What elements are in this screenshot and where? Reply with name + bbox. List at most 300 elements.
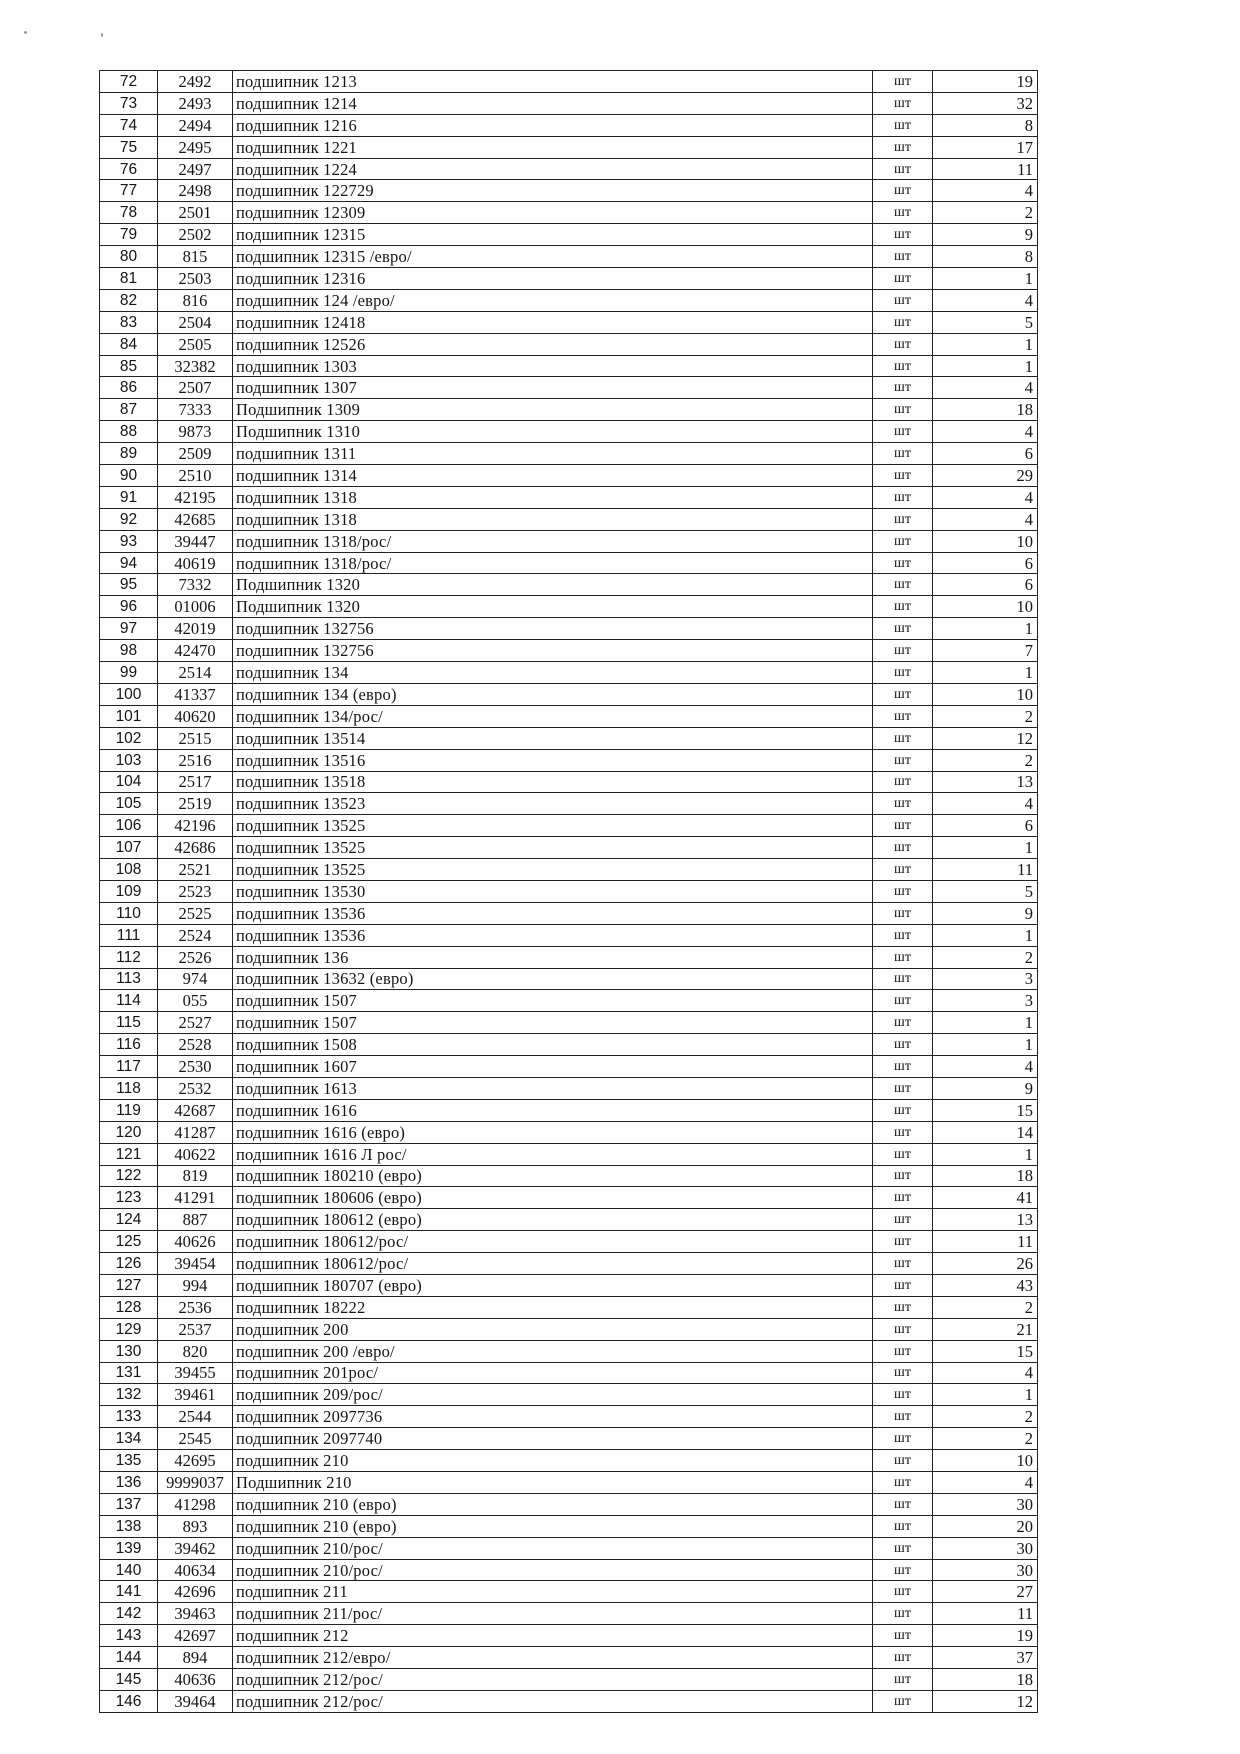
item-name: Подшипник 210 <box>233 1472 873 1494</box>
row-number: 139 <box>100 1537 158 1559</box>
table-row <box>100 837 1038 859</box>
unit-of-measure: шт <box>873 880 933 902</box>
quantity: 6 <box>933 552 1038 574</box>
item-code: 39461 <box>158 1384 233 1406</box>
table-row <box>100 1296 1038 1318</box>
row-number: 136 <box>100 1472 158 1494</box>
row-number: 117 <box>100 1056 158 1078</box>
item-name: подшипник 13514 <box>233 727 873 749</box>
item-code: 819 <box>158 1165 233 1187</box>
item-code: 42686 <box>158 837 233 859</box>
table-row <box>100 1143 1038 1165</box>
item-code: 2495 <box>158 136 233 158</box>
item-code: 39455 <box>158 1362 233 1384</box>
table-row <box>100 1537 1038 1559</box>
row-number: 77 <box>100 180 158 202</box>
item-code: 2505 <box>158 333 233 355</box>
quantity: 19 <box>933 1625 1038 1647</box>
quantity: 19 <box>933 71 1038 93</box>
table-row <box>100 1493 1038 1515</box>
row-number: 74 <box>100 114 158 136</box>
table-row <box>100 727 1038 749</box>
item-name: подшипник 1607 <box>233 1056 873 1078</box>
item-name: подшипник 212/рос/ <box>233 1690 873 1712</box>
table-row <box>100 618 1038 640</box>
row-number: 98 <box>100 640 158 662</box>
table-row <box>100 1647 1038 1669</box>
unit-of-measure: шт <box>873 946 933 968</box>
quantity: 10 <box>933 1450 1038 1472</box>
row-number: 72 <box>100 71 158 93</box>
table-row <box>100 158 1038 180</box>
table-row <box>100 1690 1038 1712</box>
quantity: 15 <box>933 1099 1038 1121</box>
unit-of-measure: шт <box>873 618 933 640</box>
row-number: 109 <box>100 880 158 902</box>
item-code: 2536 <box>158 1296 233 1318</box>
unit-of-measure: шт <box>873 114 933 136</box>
item-code: 887 <box>158 1209 233 1231</box>
row-number: 94 <box>100 552 158 574</box>
quantity: 1 <box>933 837 1038 859</box>
item-code: 41291 <box>158 1187 233 1209</box>
quantity: 1 <box>933 333 1038 355</box>
item-name: подшипник 1311 <box>233 443 873 465</box>
item-code: 41298 <box>158 1493 233 1515</box>
item-name: подшипник 122729 <box>233 180 873 202</box>
quantity: 2 <box>933 202 1038 224</box>
row-number: 84 <box>100 333 158 355</box>
item-code: 40622 <box>158 1143 233 1165</box>
quantity: 14 <box>933 1121 1038 1143</box>
item-name: подшипник 210/рос/ <box>233 1559 873 1581</box>
item-name: подшипник 13530 <box>233 880 873 902</box>
quantity: 30 <box>933 1559 1038 1581</box>
row-number: 110 <box>100 902 158 924</box>
item-name: подшипник 13518 <box>233 771 873 793</box>
item-name: подшипник 1213 <box>233 71 873 93</box>
row-number: 111 <box>100 924 158 946</box>
quantity: 1 <box>933 1034 1038 1056</box>
unit-of-measure: шт <box>873 224 933 246</box>
row-number: 97 <box>100 618 158 640</box>
row-number: 75 <box>100 136 158 158</box>
row-number: 81 <box>100 268 158 290</box>
unit-of-measure: шт <box>873 793 933 815</box>
quantity: 10 <box>933 596 1038 618</box>
quantity: 4 <box>933 289 1038 311</box>
item-name: Подшипник 1309 <box>233 399 873 421</box>
item-name: подшипник 134 <box>233 662 873 684</box>
item-name: подшипник 1224 <box>233 158 873 180</box>
item-code: 42195 <box>158 486 233 508</box>
table-row <box>100 180 1038 202</box>
table-row <box>100 640 1038 662</box>
item-name: подшипник 1314 <box>233 465 873 487</box>
unit-of-measure: шт <box>873 596 933 618</box>
quantity: 18 <box>933 1669 1038 1691</box>
unit-of-measure: шт <box>873 1077 933 1099</box>
item-code: 2525 <box>158 902 233 924</box>
item-name: подшипник 12309 <box>233 202 873 224</box>
unit-of-measure: шт <box>873 1406 933 1428</box>
item-code: 39447 <box>158 530 233 552</box>
unit-of-measure: шт <box>873 268 933 290</box>
quantity: 37 <box>933 1647 1038 1669</box>
item-code: 2504 <box>158 311 233 333</box>
unit-of-measure: шт <box>873 771 933 793</box>
row-number: 128 <box>100 1296 158 1318</box>
item-name: подшипник 18222 <box>233 1296 873 1318</box>
row-number: 134 <box>100 1428 158 1450</box>
item-name: подшипник 1307 <box>233 377 873 399</box>
unit-of-measure: шт <box>873 924 933 946</box>
unit-of-measure: шт <box>873 1428 933 1450</box>
item-name: подшипник 1318 <box>233 486 873 508</box>
unit-of-measure: шт <box>873 1340 933 1362</box>
unit-of-measure: шт <box>873 508 933 530</box>
quantity: 4 <box>933 793 1038 815</box>
table-row <box>100 771 1038 793</box>
unit-of-measure: шт <box>873 1384 933 1406</box>
item-name: подшипник 124 /евро/ <box>233 289 873 311</box>
table-row <box>100 530 1038 552</box>
unit-of-measure: шт <box>873 246 933 268</box>
table-row <box>100 1012 1038 1034</box>
row-number: 85 <box>100 355 158 377</box>
unit-of-measure: шт <box>873 1515 933 1537</box>
item-name: подшипник 13536 <box>233 902 873 924</box>
item-name: подшипник 13525 <box>233 837 873 859</box>
quantity: 30 <box>933 1537 1038 1559</box>
item-code: 39454 <box>158 1253 233 1275</box>
item-code: 2527 <box>158 1012 233 1034</box>
row-number: 73 <box>100 92 158 114</box>
quantity: 20 <box>933 1515 1038 1537</box>
row-number: 95 <box>100 574 158 596</box>
quantity: 2 <box>933 1296 1038 1318</box>
unit-of-measure: шт <box>873 1296 933 1318</box>
table-row <box>100 508 1038 530</box>
item-name: подшипник 211 <box>233 1581 873 1603</box>
row-number: 144 <box>100 1647 158 1669</box>
unit-of-measure: шт <box>873 1493 933 1515</box>
unit-of-measure: шт <box>873 705 933 727</box>
table-row <box>100 224 1038 246</box>
table-row <box>100 924 1038 946</box>
row-number: 126 <box>100 1253 158 1275</box>
table-row <box>100 1428 1038 1450</box>
quantity: 10 <box>933 683 1038 705</box>
item-code: 820 <box>158 1340 233 1362</box>
item-name: подшипник 200 <box>233 1318 873 1340</box>
item-code: 42697 <box>158 1625 233 1647</box>
item-code: 7332 <box>158 574 233 596</box>
quantity: 18 <box>933 1165 1038 1187</box>
quantity: 13 <box>933 1209 1038 1231</box>
row-number: 114 <box>100 990 158 1012</box>
item-name: подшипник 136 <box>233 946 873 968</box>
quantity: 11 <box>933 1231 1038 1253</box>
item-code: 2501 <box>158 202 233 224</box>
item-name: подшипник 1318 <box>233 508 873 530</box>
row-number: 82 <box>100 289 158 311</box>
quantity: 12 <box>933 727 1038 749</box>
quantity: 3 <box>933 968 1038 990</box>
row-number: 100 <box>100 683 158 705</box>
item-name: подшипник 180612 (евро) <box>233 1209 873 1231</box>
table-row <box>100 1209 1038 1231</box>
quantity: 43 <box>933 1274 1038 1296</box>
item-name: подшипник 212/рос/ <box>233 1669 873 1691</box>
item-code: 42470 <box>158 640 233 662</box>
item-name: подшипник 201рос/ <box>233 1362 873 1384</box>
table-row <box>100 990 1038 1012</box>
table-row <box>100 443 1038 465</box>
item-code: 40634 <box>158 1559 233 1581</box>
unit-of-measure: шт <box>873 289 933 311</box>
item-code: 42696 <box>158 1581 233 1603</box>
quantity: 5 <box>933 311 1038 333</box>
item-code: 2509 <box>158 443 233 465</box>
row-number: 121 <box>100 1143 158 1165</box>
item-name: подшипник 210/рос/ <box>233 1537 873 1559</box>
unit-of-measure: шт <box>873 815 933 837</box>
unit-of-measure: шт <box>873 902 933 924</box>
quantity: 17 <box>933 136 1038 158</box>
item-name: подшипник 13523 <box>233 793 873 815</box>
row-number: 140 <box>100 1559 158 1581</box>
table-row <box>100 1099 1038 1121</box>
item-code: 40620 <box>158 705 233 727</box>
table-row <box>100 552 1038 574</box>
row-number: 146 <box>100 1690 158 1712</box>
row-number: 112 <box>100 946 158 968</box>
item-code: 816 <box>158 289 233 311</box>
unit-of-measure: шт <box>873 1143 933 1165</box>
table-row <box>100 1318 1038 1340</box>
table-row <box>100 1165 1038 1187</box>
item-code: 42687 <box>158 1099 233 1121</box>
item-code: 2516 <box>158 749 233 771</box>
table-row <box>100 1034 1038 1056</box>
row-number: 105 <box>100 793 158 815</box>
table-row <box>100 574 1038 596</box>
item-code: 39464 <box>158 1690 233 1712</box>
item-name: подшипник 12316 <box>233 268 873 290</box>
unit-of-measure: шт <box>873 1231 933 1253</box>
item-code: 41287 <box>158 1121 233 1143</box>
quantity: 1 <box>933 355 1038 377</box>
item-name: подшипник 1613 <box>233 1077 873 1099</box>
table-row <box>100 311 1038 333</box>
row-number: 119 <box>100 1099 158 1121</box>
quantity: 4 <box>933 486 1038 508</box>
table-row <box>100 859 1038 881</box>
unit-of-measure: шт <box>873 443 933 465</box>
unit-of-measure: шт <box>873 465 933 487</box>
item-code: 2517 <box>158 771 233 793</box>
row-number: 89 <box>100 443 158 465</box>
item-code: 2537 <box>158 1318 233 1340</box>
item-code: 2494 <box>158 114 233 136</box>
item-name: Подшипник 1310 <box>233 421 873 443</box>
item-code: 2528 <box>158 1034 233 1056</box>
item-code: 974 <box>158 968 233 990</box>
item-code: 2523 <box>158 880 233 902</box>
row-number: 108 <box>100 859 158 881</box>
row-number: 91 <box>100 486 158 508</box>
row-number: 116 <box>100 1034 158 1056</box>
scan-speck <box>24 31 27 34</box>
table-row <box>100 333 1038 355</box>
quantity: 2 <box>933 705 1038 727</box>
item-code: 2510 <box>158 465 233 487</box>
quantity: 7 <box>933 640 1038 662</box>
row-number: 93 <box>100 530 158 552</box>
table-row <box>100 1406 1038 1428</box>
table-row <box>100 1187 1038 1209</box>
quantity: 1 <box>933 268 1038 290</box>
quantity: 4 <box>933 508 1038 530</box>
unit-of-measure: шт <box>873 486 933 508</box>
item-code: 42019 <box>158 618 233 640</box>
table-row <box>100 1056 1038 1078</box>
unit-of-measure: шт <box>873 1647 933 1669</box>
unit-of-measure: шт <box>873 136 933 158</box>
quantity: 10 <box>933 530 1038 552</box>
quantity: 8 <box>933 114 1038 136</box>
row-number: 120 <box>100 1121 158 1143</box>
item-code: 41337 <box>158 683 233 705</box>
unit-of-measure: шт <box>873 859 933 881</box>
item-code: 2515 <box>158 727 233 749</box>
unit-of-measure: шт <box>873 1187 933 1209</box>
row-number: 115 <box>100 1012 158 1034</box>
item-code: 2498 <box>158 180 233 202</box>
unit-of-measure: шт <box>873 399 933 421</box>
row-number: 102 <box>100 727 158 749</box>
item-name: подшипник 180612/рос/ <box>233 1253 873 1275</box>
table-row <box>100 1581 1038 1603</box>
item-code: 2514 <box>158 662 233 684</box>
unit-of-measure: шт <box>873 180 933 202</box>
quantity: 2 <box>933 1406 1038 1428</box>
item-name: подшипник 1221 <box>233 136 873 158</box>
unit-of-measure: шт <box>873 1669 933 1691</box>
table-row <box>100 1472 1038 1494</box>
row-number: 107 <box>100 837 158 859</box>
table-row <box>100 1625 1038 1647</box>
row-number: 123 <box>100 1187 158 1209</box>
table-row <box>100 1559 1038 1581</box>
unit-of-measure: шт <box>873 1034 933 1056</box>
row-number: 104 <box>100 771 158 793</box>
item-code: 9999037 <box>158 1472 233 1494</box>
unit-of-measure: шт <box>873 1099 933 1121</box>
quantity: 1 <box>933 924 1038 946</box>
table-row <box>100 486 1038 508</box>
unit-of-measure: шт <box>873 1581 933 1603</box>
item-code: 32382 <box>158 355 233 377</box>
item-code: 40619 <box>158 552 233 574</box>
row-number: 130 <box>100 1340 158 1362</box>
item-name: подшипник 180210 (евро) <box>233 1165 873 1187</box>
item-code: 2521 <box>158 859 233 881</box>
unit-of-measure: шт <box>873 71 933 93</box>
row-number: 138 <box>100 1515 158 1537</box>
inventory-table <box>99 70 1038 1713</box>
unit-of-measure: шт <box>873 1450 933 1472</box>
item-code: 42196 <box>158 815 233 837</box>
quantity: 30 <box>933 1493 1038 1515</box>
item-name: подшипник 1616 <box>233 1099 873 1121</box>
item-name: подшипник 12526 <box>233 333 873 355</box>
unit-of-measure: шт <box>873 1012 933 1034</box>
row-number: 79 <box>100 224 158 246</box>
table-row <box>100 880 1038 902</box>
quantity: 21 <box>933 1318 1038 1340</box>
item-name: подшипник 13525 <box>233 859 873 881</box>
item-name: подшипник 180707 (евро) <box>233 1274 873 1296</box>
table-row <box>100 1515 1038 1537</box>
quantity: 18 <box>933 399 1038 421</box>
table-row <box>100 1231 1038 1253</box>
quantity: 6 <box>933 815 1038 837</box>
item-name: подшипник 12418 <box>233 311 873 333</box>
table-row <box>100 377 1038 399</box>
quantity: 32 <box>933 92 1038 114</box>
row-number: 113 <box>100 968 158 990</box>
item-name: подшипник 1303 <box>233 355 873 377</box>
item-name: Подшипник 1320 <box>233 596 873 618</box>
item-name: подшипник 210 <box>233 1450 873 1472</box>
quantity: 6 <box>933 443 1038 465</box>
unit-of-measure: шт <box>873 683 933 705</box>
table-row <box>100 662 1038 684</box>
unit-of-measure: шт <box>873 1253 933 1275</box>
row-number: 129 <box>100 1318 158 1340</box>
row-number: 122 <box>100 1165 158 1187</box>
unit-of-measure: шт <box>873 421 933 443</box>
unit-of-measure: шт <box>873 727 933 749</box>
unit-of-measure: шт <box>873 377 933 399</box>
quantity: 5 <box>933 880 1038 902</box>
quantity: 9 <box>933 1077 1038 1099</box>
table-row <box>100 1384 1038 1406</box>
table-row <box>100 1603 1038 1625</box>
quantity: 2 <box>933 1428 1038 1450</box>
unit-of-measure: шт <box>873 202 933 224</box>
quantity: 1 <box>933 618 1038 640</box>
item-code: 2493 <box>158 92 233 114</box>
row-number: 103 <box>100 749 158 771</box>
unit-of-measure: шт <box>873 662 933 684</box>
unit-of-measure: шт <box>873 1056 933 1078</box>
row-number: 137 <box>100 1493 158 1515</box>
table-row <box>100 596 1038 618</box>
item-name: подшипник 200 /евро/ <box>233 1340 873 1362</box>
table-row <box>100 268 1038 290</box>
item-code: 2492 <box>158 71 233 93</box>
unit-of-measure: шт <box>873 1625 933 1647</box>
item-name: подшипник 211/рос/ <box>233 1603 873 1625</box>
item-code: 40636 <box>158 1669 233 1691</box>
row-number: 132 <box>100 1384 158 1406</box>
quantity: 4 <box>933 1472 1038 1494</box>
quantity: 11 <box>933 859 1038 881</box>
unit-of-measure: шт <box>873 749 933 771</box>
